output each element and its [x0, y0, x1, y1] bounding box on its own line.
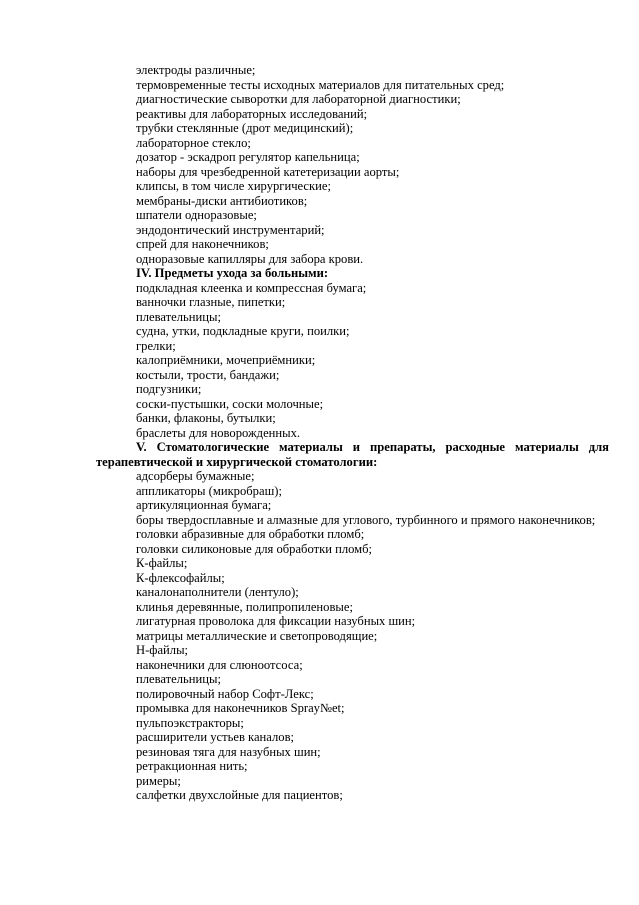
list-item: шпатели одноразовые;: [136, 208, 257, 222]
list-item: судна, утки, подкладные круги, поилки;: [136, 324, 350, 338]
section-heading: IV. Предметы ухода за больными:: [136, 266, 329, 280]
document-body: [96, 63, 609, 803]
list-item: соски-пустышки, соски молочные;: [136, 396, 324, 411]
list-item: пульпоэкстракторы;: [136, 715, 244, 730]
list-item: боры твердосплавные и алмазные для углового, турбинного и прямого наконечников;: [136, 512, 596, 527]
list-item: полировочный набор Софт-Лекс;: [136, 686, 314, 701]
list-item: адсорберы бумажные;: [136, 469, 255, 483]
list-item: браслеты для новорожденных.: [136, 425, 301, 440]
list-item: костыли, трости, бандажи;: [136, 367, 280, 382]
list-item: эндодонтический инструментарий;: [136, 222, 325, 237]
list-item: реактивы для лабораторных исследований;: [136, 106, 368, 121]
list-item: лигатурная проволока для фиксации назубных шин;: [136, 614, 416, 628]
list-item: наконечники для слюноотсоса;: [136, 657, 303, 672]
list-item: мембраны-диски антибиотиков;: [136, 193, 308, 208]
list-item: клипсы, в том числе хирургические;: [136, 179, 331, 193]
list-item: плевательницы;: [136, 672, 221, 686]
list-item: каналонаполнители (лентуло);: [136, 585, 299, 599]
list-item: салфетки двухслойные для пациентов;: [136, 788, 343, 802]
list-item: наборы для чрезбедренной катетеризации аорты;: [136, 164, 400, 179]
list-item: лабораторное стекло;: [136, 135, 251, 150]
list-item: грелки;: [136, 338, 176, 353]
list-item: римеры;: [136, 773, 181, 788]
list-item: дозатор - эскадроп регулятор капельница;: [136, 150, 360, 164]
list-item: подгузники;: [136, 382, 202, 396]
list-item: аппликаторы (микробраш);: [136, 483, 282, 498]
list-item: калоприёмники, мочеприёмники;: [136, 353, 316, 367]
list-item: К-флексофайлы;: [136, 570, 225, 585]
list-item: диагностические сыворотки для лабораторной диагностики;: [136, 92, 461, 106]
list-item: матрицы металлические и светопроводящие;: [136, 628, 378, 643]
list-item: артикуляционная бумага;: [136, 498, 272, 512]
list-item: электроды различные;: [136, 63, 256, 77]
section-heading: V. Стоматологические материалы и препараты, расходные материалы для терапевтической и хирургической стоматологии:: [96, 440, 609, 469]
list-item: трубки стеклянные (дрот медицинский);: [136, 121, 354, 135]
list-item: головки силиконовые для обработки пломб;: [136, 541, 373, 556]
list-item: одноразовые капилляры для забора крови.: [136, 251, 364, 266]
list-item: К-файлы;: [136, 556, 188, 570]
list-item: ретракционная нить;: [136, 759, 248, 773]
list-item: плевательницы;: [136, 309, 221, 324]
list-item: промывка для наконечников Spray№et;: [136, 701, 345, 715]
list-item: термовременные тесты исходных материалов для питательных сред;: [136, 77, 505, 92]
list-item: ванночки глазные, пипетки;: [136, 295, 286, 309]
list-item: клинья деревянные, полипропиленовые;: [136, 599, 353, 614]
list-item: резиновая тяга для назубных шин;: [136, 744, 321, 759]
list-item: Н-файлы;: [136, 643, 189, 657]
list-item: расширители устьев каналов;: [136, 730, 295, 744]
list-item: банки, флаконы, бутылки;: [136, 411, 276, 425]
list-item: подкладная клеенка и компрессная бумага;: [136, 280, 367, 295]
list-item: спрей для наконечников;: [136, 237, 269, 251]
list-item: головки абразивные для обработки пломб;: [136, 527, 365, 541]
